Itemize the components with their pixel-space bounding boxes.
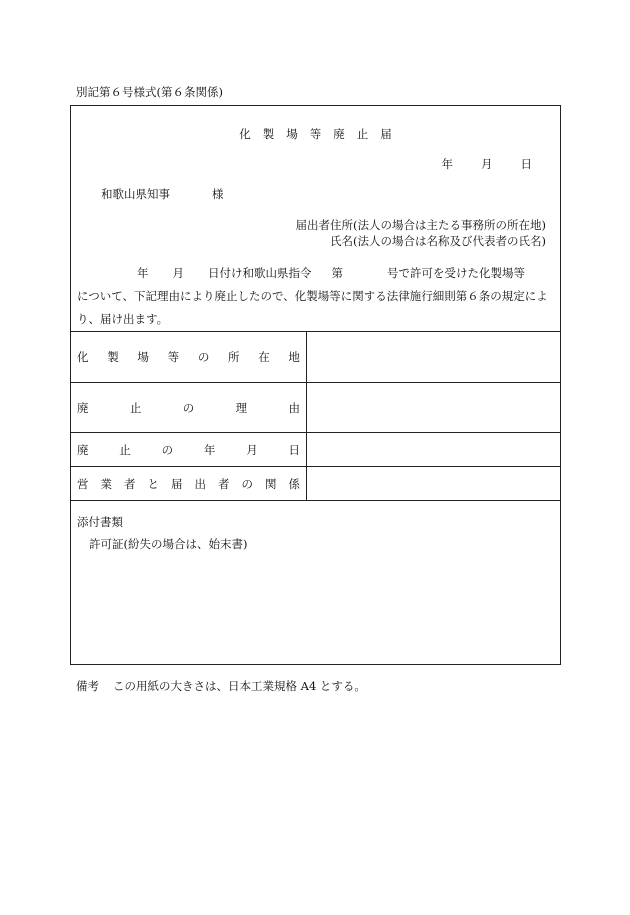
field-label-char: の: [161, 442, 174, 457]
field-label-char: 地: [288, 350, 300, 364]
field-label-char: 出: [194, 476, 206, 491]
field-row: [71, 383, 561, 433]
field-label-char: 理: [235, 400, 248, 415]
form-fields-table: [70, 331, 561, 501]
applicant-block: [296, 217, 546, 249]
field-label-location: [77, 349, 300, 365]
field-row: [71, 433, 561, 467]
field-label-char: 所: [228, 350, 240, 364]
field-label-char: の: [182, 400, 195, 415]
body-line-2: について、下記理由により廃止したので、化製場等に関する法律施行細則第６条の規定によ: [77, 289, 548, 303]
field-row: [71, 467, 561, 501]
field-label: [71, 383, 307, 433]
field-label-char: 営: [77, 476, 89, 491]
permit-day-label: 日付け和歌山県指令: [208, 266, 312, 280]
year-label: 年: [441, 157, 453, 171]
form-number-header: 別記第６号様式(第６条関係): [76, 85, 223, 99]
field-label-char: 日: [288, 442, 300, 457]
field-label-char: の: [197, 350, 210, 364]
field-label-char: 製: [107, 350, 119, 364]
field-label-char: 者: [218, 476, 230, 491]
field-label-char: 止: [129, 400, 142, 415]
note-label: 備考: [76, 679, 99, 693]
note-text: この用紙の大きさは、日本工業規格 A4 とする。: [113, 679, 366, 693]
footer-note: [76, 678, 366, 694]
notification-form: [70, 105, 561, 665]
field-label-char: 業: [100, 476, 112, 491]
field-label: [71, 467, 307, 501]
field-label: [71, 332, 307, 383]
body-text: [77, 262, 554, 331]
field-label-char: 廃: [77, 400, 89, 415]
field-label-date: [77, 442, 300, 458]
field-label-char: 化: [77, 350, 89, 364]
permit-number-suffix: 号で許可を受けた化製場等: [387, 266, 525, 280]
month-label: 月: [481, 157, 493, 171]
attachment-item: 許可証(紛失の場合は、始末書): [89, 537, 248, 551]
field-label-char: 届: [171, 476, 183, 491]
field-label-char: と: [147, 476, 159, 491]
field-label-relationship: [77, 476, 300, 492]
date-value-cell[interactable]: [307, 433, 561, 467]
permit-number-prefix: 第: [331, 266, 343, 280]
attachments-section: [77, 511, 247, 555]
field-label-char: 等: [167, 350, 180, 364]
addressee-name: 和歌山県知事: [101, 187, 170, 201]
addressee-honorific: 様: [212, 187, 224, 201]
field-label-char: 係: [288, 476, 300, 491]
addressee: [101, 186, 224, 202]
field-label-char: 由: [288, 400, 300, 415]
permit-year-label: 年: [137, 266, 149, 280]
field-label-char: 廃: [77, 442, 89, 457]
field-label-char: の: [241, 476, 253, 491]
attachments-heading: 添付書類: [77, 515, 123, 529]
field-label-reason: [77, 400, 300, 416]
submission-date-line: [442, 156, 533, 172]
day-label: 日: [520, 157, 532, 171]
reason-value-cell[interactable]: [307, 383, 561, 433]
body-line-1: [77, 262, 554, 285]
field-label-char: 関: [265, 476, 277, 491]
field-label-char: 月: [246, 442, 258, 457]
field-label: [71, 433, 307, 467]
field-label-char: 止: [119, 442, 131, 457]
field-label-char: 者: [124, 476, 136, 491]
location-value-cell[interactable]: [307, 332, 561, 383]
permit-month-label: 月: [172, 266, 184, 280]
field-label-char: 年: [203, 442, 216, 457]
field-row: [71, 332, 561, 383]
applicant-address-label: 届出者住所(法人の場合は主たる事務所の所在地): [295, 218, 546, 232]
relationship-value-cell[interactable]: [307, 467, 561, 501]
field-label-char: 場: [137, 350, 149, 364]
body-line-3: り、届け出ます。: [77, 312, 169, 326]
field-label-char: 在: [258, 350, 270, 364]
form-title: 化製場等廃止届: [239, 127, 404, 141]
applicant-name-label: 氏名(法人の場合は名称及び代表者の氏名): [330, 234, 546, 248]
